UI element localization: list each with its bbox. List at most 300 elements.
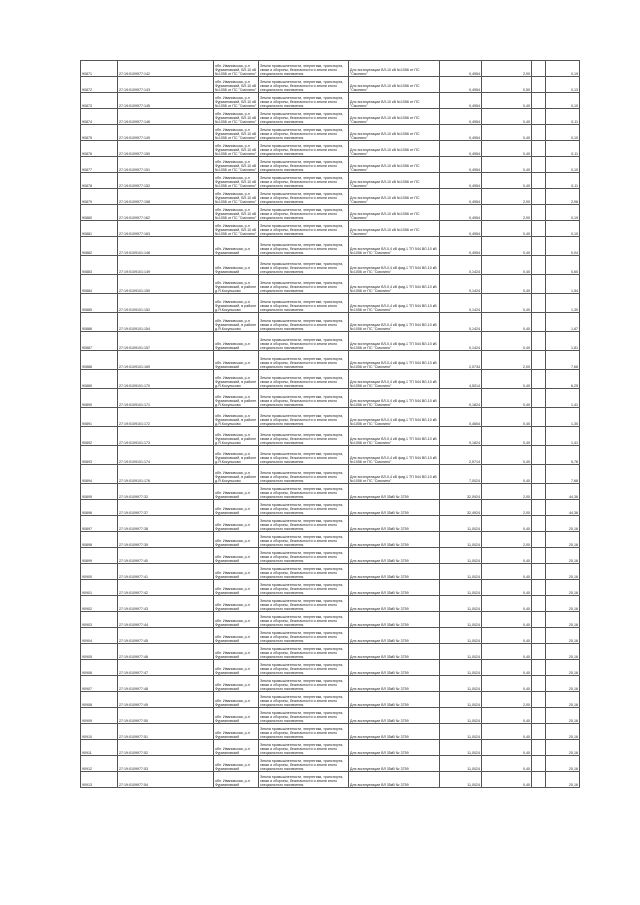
cadastral-number-cell: 27:19:0109977:150 — [118, 141, 214, 157]
land-category-cell: Земли промышленности, энергетики, транспорта, связи и обороны, безопасности и земли иного специального назначения — [259, 173, 349, 189]
table-row — [81, 772, 580, 788]
cadastral-number-cell: 27:19:0109977:47 — [118, 660, 214, 676]
tax-rate-cell: 0,40 — [482, 564, 532, 580]
address-cell: обл. Ивановская, р-н Фурмановский — [214, 500, 259, 516]
share-cell — [532, 427, 546, 446]
area-cell: 0,1424 — [440, 275, 482, 294]
area-cell: 0,4954 — [440, 109, 482, 125]
share-cell — [532, 125, 546, 141]
tax-amount-cell: 20,16 — [546, 660, 580, 676]
cadastral-number-cell: 27:19:0109977:48 — [118, 676, 214, 692]
cadastral-number-cell: 27:19:0109977:143 — [118, 77, 214, 93]
permitted-use-cell: Для эксплуатации ВЛ-0,4 кВ фид.1 ТП 544 ВЛ-10 кВ №1056 от ПС "Смолино" — [349, 351, 440, 370]
share-cell — [532, 313, 546, 332]
land-category-cell: Земли промышленности, энергетики, транспорта, связи и обороны, безопасности и земли иного специального назначения — [259, 676, 349, 692]
land-category-cell: Земли промышленности, энергетики, транспорта, связи и обороны, безопасности и земли иного специального назначения — [259, 660, 349, 676]
land-category-cell: Земли промышленности, энергетики, транспорта, связи и обороны, безопасности и земли иного специального назначения — [259, 237, 349, 256]
area-cell: 0,1424 — [440, 313, 482, 332]
permitted-use-cell: Для эксплуатации ВЛ 35кВ № 3759 — [349, 532, 440, 548]
land-category-cell: Земли промышленности, энергетики, транспорта, связи и обороны, безопасности и земли иного специального назначения — [259, 61, 349, 77]
tax-rate-cell: 0,40 — [482, 427, 532, 446]
permitted-use-cell: Для эксплуатации ВЛ-0,4 кВ фид.1 ТП 544 ВЛ-10 кВ №1056 от ПС "Смолино" — [349, 313, 440, 332]
share-cell — [532, 370, 546, 389]
share-cell — [532, 237, 546, 256]
area-cell: 11,0024 — [440, 740, 482, 756]
address-cell: обл. Ивановская, р-н Фурмановский — [214, 740, 259, 756]
share-cell — [532, 628, 546, 644]
land-category-cell: Земли промышленности, энергетики, транспорта, связи и обороны, безопасности и земли иного специального назначения — [259, 772, 349, 788]
tax-rate-cell: 0,40 — [482, 294, 532, 313]
row-number-cell: 90875 — [81, 125, 118, 141]
address-cell: обл. Ивановская, р-н Фурмановский — [214, 596, 259, 612]
tax-rate-cell: 0,40 — [482, 93, 532, 109]
row-number-cell: 90887 — [81, 332, 118, 351]
land-category-cell: Земли промышленности, энергетики, транспорта, связи и обороны, безопасности и земли иного специального назначения — [259, 389, 349, 408]
area-cell: 11,0024 — [440, 708, 482, 724]
share-cell — [532, 157, 546, 173]
permitted-use-cell: Для эксплуатации ВЛ 35кВ № 3759 — [349, 740, 440, 756]
row-number-cell: 90881 — [81, 221, 118, 237]
share-cell — [532, 61, 546, 77]
permitted-use-cell: Для эксплуатации ВЛ-0,4 кВ фид.1 ТП 544 ВЛ-10 кВ №1056 от ПС "Смолино" — [349, 237, 440, 256]
row-number-cell: 90897 — [81, 516, 118, 532]
table-row — [81, 465, 580, 484]
tax-amount-cell: 1,54 — [546, 275, 580, 294]
tax-rate-cell: 0,40 — [482, 772, 532, 788]
permitted-use-cell: Для эксплуатации ВЛ-10 кВ №1056 от ПС "Смолино" — [349, 173, 440, 189]
cadastral-number-cell: 27:19:0109977:40 — [118, 548, 214, 564]
tax-rate-cell: 0,40 — [482, 644, 532, 660]
table-row — [81, 389, 580, 408]
address-cell: обл. Ивановская, р-н Фурмановский, ВЛ-10 кВ №1056 от ПС "Смолино" — [214, 173, 259, 189]
tax-amount-cell: 7,68 — [546, 465, 580, 484]
permitted-use-cell: Для эксплуатации ВЛ-10 кВ №1056 от ПС "Смолино" — [349, 221, 440, 237]
area-cell: 11,0024 — [440, 676, 482, 692]
tax-amount-cell: 0,11 — [546, 173, 580, 189]
land-category-cell: Земли промышленности, энергетики, транспорта, связи и обороны, безопасности и земли иного специального назначения — [259, 724, 349, 740]
area-cell: 0,4954 — [440, 157, 482, 173]
tax-amount-cell: 0,11 — [546, 109, 580, 125]
cadastral-number-cell: 27:19:0109101:176 — [118, 465, 214, 484]
tax-amount-cell: 0,04 — [546, 237, 580, 256]
share-cell — [532, 351, 546, 370]
row-number-cell: 90890 — [81, 389, 118, 408]
land-category-cell: Земли промышленности, энергетики, транспорта, связи и обороны, безопасности и земли иного специального назначения — [259, 516, 349, 532]
tax-rate-cell: 0,40 — [482, 408, 532, 427]
land-category-cell: Земли промышленности, энергетики, транспорта, связи и обороны, безопасности и земли иного специального назначения — [259, 141, 349, 157]
row-number-cell: 90903 — [81, 612, 118, 628]
permitted-use-cell: Для эксплуатации ВЛ 35кВ № 3759 — [349, 516, 440, 532]
tax-amount-cell: 20,16 — [546, 612, 580, 628]
address-cell: обл. Ивановская, р-н Фурмановский — [214, 612, 259, 628]
table-row — [81, 724, 580, 740]
share-cell — [532, 580, 546, 596]
tax-amount-cell: 1,30 — [546, 408, 580, 427]
tax-rate-cell: 0,40 — [482, 332, 532, 351]
tax-rate-cell: 0,40 — [482, 465, 532, 484]
table-row — [81, 125, 580, 141]
area-cell: 11,0024 — [440, 564, 482, 580]
row-number-cell: 90910 — [81, 724, 118, 740]
area-cell: 0,4954 — [440, 77, 482, 93]
address-cell: обл. Ивановская, р-н Фурмановский, ВЛ-10 кВ №1056 от ПС "Смолино" — [214, 141, 259, 157]
cadastral-number-cell: 27:19:0109977:50 — [118, 708, 214, 724]
land-category-cell: Земли промышленности, энергетики, транспорта, связи и обороны, безопасности и земли иного специального назначения — [259, 708, 349, 724]
table-row — [81, 484, 580, 500]
address-cell: обл. Ивановская, р-н Фурмановский — [214, 351, 259, 370]
tax-rate-cell: 0,40 — [482, 173, 532, 189]
tax-rate-cell: 0,40 — [482, 256, 532, 275]
share-cell — [532, 548, 546, 564]
cadastral-number-cell: 27:19:0109977:163 — [118, 221, 214, 237]
tax-amount-cell: 20,16 — [546, 564, 580, 580]
land-category-cell: Земли промышленности, энергетики, транспорта, связи и обороны, безопасности и земли иного специального назначения — [259, 275, 349, 294]
land-category-cell: Земли промышленности, энергетики, транспорта, связи и обороны, безопасности и земли иного специального назначения — [259, 93, 349, 109]
address-cell: обл. Ивановская, р-н Фурмановский — [214, 332, 259, 351]
cadastral-number-cell: 27:19:0109977:158 — [118, 189, 214, 205]
table-row — [81, 612, 580, 628]
permitted-use-cell: Для эксплуатации ВЛ-10 кВ №1056 от ПС "Смолино" — [349, 77, 440, 93]
address-cell: обл. Ивановская, р-н Фурмановский — [214, 256, 259, 275]
land-category-cell: Земли промышленности, энергетики, транспорта, связи и обороны, безопасности и земли иного специального назначения — [259, 740, 349, 756]
permitted-use-cell: Для эксплуатации ВЛ-10 кВ №1056 от ПС "Смолино" — [349, 61, 440, 77]
permitted-use-cell: Для эксплуатации ВЛ 35кВ № 3759 — [349, 596, 440, 612]
table-row — [81, 676, 580, 692]
row-number-cell: 90905 — [81, 644, 118, 660]
permitted-use-cell: Для эксплуатации ВЛ-0,4 кВ фид.1 ТП 544 ВЛ-10 кВ №1056 от ПС "Смолино" — [349, 389, 440, 408]
row-number-cell: 90888 — [81, 351, 118, 370]
share-cell — [532, 516, 546, 532]
tax-amount-cell: 20,16 — [546, 740, 580, 756]
tax-amount-cell: 20,16 — [546, 724, 580, 740]
permitted-use-cell: Для эксплуатации ВЛ 35кВ № 3759 — [349, 564, 440, 580]
land-category-cell: Земли промышленности, энергетики, транспорта, связи и обороны, безопасности и земли иного специального назначения — [259, 580, 349, 596]
land-category-cell: Земли промышленности, энергетики, транспорта, связи и обороны, безопасности и земли иного специального назначения — [259, 77, 349, 93]
tax-rate-cell: 0,40 — [482, 275, 532, 294]
row-number-cell: 90908 — [81, 692, 118, 708]
table-row — [81, 564, 580, 580]
table-row — [81, 446, 580, 465]
permitted-use-cell: Для эксплуатации ВЛ-0,4 кВ фид.1 ТП 544 ВЛ-10 кВ №1056 от ПС "Смолино" — [349, 446, 440, 465]
area-cell: 11,0024 — [440, 724, 482, 740]
tax-amount-cell: 20,16 — [546, 756, 580, 772]
tax-amount-cell: 0,10 — [546, 93, 580, 109]
tax-amount-cell: 7,68 — [546, 351, 580, 370]
share-cell — [532, 77, 546, 93]
area-cell: 11,0024 — [440, 548, 482, 564]
tax-amount-cell: 20,16 — [546, 772, 580, 788]
tax-amount-cell: 20,16 — [546, 532, 580, 548]
tax-amount-cell: 20,16 — [546, 676, 580, 692]
row-number-cell: 90891 — [81, 408, 118, 427]
tax-rate-cell: 0,40 — [482, 157, 532, 173]
address-cell: обл. Ивановская, р-н Фурмановский — [214, 237, 259, 256]
share-cell — [532, 772, 546, 788]
share-cell — [532, 221, 546, 237]
land-tax-sheet — [80, 60, 579, 840]
permitted-use-cell: Для эксплуатации ВЛ 35кВ № 3759 — [349, 500, 440, 516]
permitted-use-cell: Для эксплуатации ВЛ 35кВ № 3759 — [349, 724, 440, 740]
row-number-cell: 90893 — [81, 446, 118, 465]
area-cell: 0,1824 — [440, 427, 482, 446]
address-cell: обл. Ивановская, р-н Фурмановский, в районе д.Я.Косульково — [214, 389, 259, 408]
cadastral-number-cell: 27:19:0109977:162 — [118, 205, 214, 221]
address-cell: обл. Ивановская, р-н Фурмановский, в районе д.Я.Косульково — [214, 465, 259, 484]
permitted-use-cell: Для эксплуатации ВЛ-0,4 кВ фид.1 ТП 544 ВЛ-10 кВ №1056 от ПС "Смолино" — [349, 275, 440, 294]
land-category-cell: Земли промышленности, энергетики, транспорта, связи и обороны, безопасности и земли иного специального назначения — [259, 351, 349, 370]
address-cell: обл. Ивановская, р-н Фурмановский, ВЛ-10 кВ №1056 от ПС "Смолино" — [214, 93, 259, 109]
tax-rate-cell: 0,50 — [482, 77, 532, 93]
permitted-use-cell: Для эксплуатации ВЛ-10 кВ №1056 от ПС "Смолино" — [349, 93, 440, 109]
table-row — [81, 332, 580, 351]
tax-amount-cell: 0,10 — [546, 157, 580, 173]
address-cell: обл. Ивановская, р-н Фурмановский — [214, 724, 259, 740]
permitted-use-cell: Для эксплуатации ВЛ-10 кВ №1056 от ПС "Смолино" — [349, 125, 440, 141]
land-category-cell: Земли промышленности, энергетики, транспорта, связи и обороны, безопасности и земли иного специального назначения — [259, 109, 349, 125]
row-number-cell: 90902 — [81, 596, 118, 612]
table-row — [81, 294, 580, 313]
area-cell: 32,4924 — [440, 500, 482, 516]
tax-rate-cell: 2,00 — [482, 351, 532, 370]
area-cell: 32,0924 — [440, 484, 482, 500]
tax-amount-cell: 1,41 — [546, 427, 580, 446]
land-category-cell: Земли промышленности, энергетики, транспорта, связи и обороны, безопасности и земли иного специального назначения — [259, 612, 349, 628]
cadastral-number-cell: 27:19:0109101:171 — [118, 389, 214, 408]
land-category-cell: Земли промышленности, энергетики, транспорта, связи и обороны, безопасности и земли иного специального назначения — [259, 256, 349, 275]
table-row — [81, 740, 580, 756]
row-number-cell: 90904 — [81, 628, 118, 644]
permitted-use-cell: Для эксплуатации ВЛ 35кВ № 3759 — [349, 692, 440, 708]
area-cell: 11,0024 — [440, 516, 482, 532]
table-row — [81, 77, 580, 93]
area-cell: 0,4954 — [440, 93, 482, 109]
cadastral-number-cell: 27:19:0109101:174 — [118, 446, 214, 465]
table-row — [81, 189, 580, 205]
area-cell: 0,4954 — [440, 61, 482, 77]
share-cell — [532, 332, 546, 351]
address-cell: обл. Ивановская, р-н Фурмановский, ВЛ-10 кВ №1056 от ПС "Смолино" — [214, 125, 259, 141]
share-cell — [532, 294, 546, 313]
row-number-cell: 90896 — [81, 500, 118, 516]
cadastral-number-cell: 27:19:0109101:148 — [118, 237, 214, 256]
table-row — [81, 548, 580, 564]
cadastral-number-cell: 27:19:0109977:53 — [118, 756, 214, 772]
address-cell: обл. Ивановская, р-н Фурмановский, в районе д.Я.Косульково — [214, 427, 259, 446]
cadastral-number-cell: 27:19:0109101:149 — [118, 256, 214, 275]
tax-rate-cell: 0,40 — [482, 708, 532, 724]
cadastral-number-cell: 27:19:0109977:52 — [118, 740, 214, 756]
land-category-cell: Земли промышленности, энергетики, транспорта, связи и обороны, безопасности и земли иного специального назначения — [259, 446, 349, 465]
cadastral-number-cell: 27:19:0109977:151 — [118, 157, 214, 173]
share-cell — [532, 500, 546, 516]
tax-rate-cell: 0,40 — [482, 389, 532, 408]
cadastral-number-cell: 27:19:0109977:39 — [118, 532, 214, 548]
row-number-cell: 90892 — [81, 427, 118, 446]
cadastral-number-cell: 27:19:0109101:172 — [118, 408, 214, 427]
tax-rate-cell: 0,40 — [482, 548, 532, 564]
table-row — [81, 628, 580, 644]
row-number-cell: 90876 — [81, 141, 118, 157]
address-cell: обл. Ивановская, р-н Фурмановский — [214, 772, 259, 788]
area-cell: 2,9714 — [440, 446, 482, 465]
permitted-use-cell: Для эксплуатации ВЛ 35кВ № 3759 — [349, 644, 440, 660]
tax-amount-cell: 20,16 — [546, 596, 580, 612]
tax-amount-cell: 1,41 — [546, 389, 580, 408]
share-cell — [532, 256, 546, 275]
tax-rate-cell: 0,40 — [482, 628, 532, 644]
share-cell — [532, 141, 546, 157]
tax-amount-cell: 0,19 — [546, 205, 580, 221]
row-number-cell: 90871 — [81, 61, 118, 77]
table-row — [81, 61, 580, 77]
land-category-cell: Земли промышленности, энергетики, транспорта, связи и обороны, безопасности и земли иного специального назначения — [259, 313, 349, 332]
area-cell: 0,4954 — [440, 125, 482, 141]
address-cell: обл. Ивановская, р-н Фурмановский — [214, 708, 259, 724]
share-cell — [532, 93, 546, 109]
row-number-cell: 90877 — [81, 157, 118, 173]
land-category-cell: Земли промышленности, энергетики, транспорта, связи и обороны, безопасности и земли иного специального назначения — [259, 484, 349, 500]
share-cell — [532, 189, 546, 205]
share-cell — [532, 389, 546, 408]
area-cell: 11,0024 — [440, 772, 482, 788]
tax-rate-cell: 2,00 — [482, 61, 532, 77]
land-category-cell: Земли промышленности, энергетики, транспорта, связи и обороны, безопасности и земли иного специального назначения — [259, 465, 349, 484]
area-cell: 4,5014 — [440, 370, 482, 389]
table-row — [81, 692, 580, 708]
land-category-cell: Земли промышленности, энергетики, транспорта, связи и обороны, безопасности и земли иного специального назначения — [259, 644, 349, 660]
tax-rate-cell: 0,40 — [482, 370, 532, 389]
row-number-cell: 90899 — [81, 548, 118, 564]
address-cell: обл. Ивановская, р-н Фурмановский, ВЛ-10 кВ №1056 от ПС "Смолино" — [214, 189, 259, 205]
table-row — [81, 756, 580, 772]
area-cell: 0,4954 — [440, 173, 482, 189]
table-row — [81, 109, 580, 125]
row-number-cell: 90898 — [81, 532, 118, 548]
row-number-cell: 90873 — [81, 93, 118, 109]
permitted-use-cell: Для эксплуатации ВЛ 35кВ № 3759 — [349, 772, 440, 788]
cadastral-number-cell: 27:19:0109977:142 — [118, 61, 214, 77]
table-row — [81, 370, 580, 389]
row-number-cell: 90884 — [81, 275, 118, 294]
tax-rate-cell: 0,40 — [482, 125, 532, 141]
row-number-cell: 90882 — [81, 237, 118, 256]
row-number-cell: 90912 — [81, 756, 118, 772]
tax-rate-cell: 2,00 — [482, 532, 532, 548]
permitted-use-cell: Для эксплуатации ВЛ-0,4 кВ фид.1 ТП 544 ВЛ-10 кВ №1056 от ПС "Смолино" — [349, 465, 440, 484]
share-cell — [532, 612, 546, 628]
tax-amount-cell: 5,76 — [546, 446, 580, 465]
area-cell: 0,1424 — [440, 332, 482, 351]
area-cell: 11,0024 — [440, 532, 482, 548]
tax-rate-cell: 2,00 — [482, 205, 532, 221]
table-row — [81, 408, 580, 427]
share-cell — [532, 644, 546, 660]
tax-rate-cell: 0,40 — [482, 740, 532, 756]
cadastral-number-cell: 27:19:0109977:37 — [118, 500, 214, 516]
row-number-cell: 90900 — [81, 564, 118, 580]
address-cell: обл. Ивановская, р-н Фурмановский, в районе д.Я.Косульково — [214, 275, 259, 294]
cadastral-number-cell: 27:19:0109977:54 — [118, 772, 214, 788]
table-row — [81, 237, 580, 256]
table-row — [81, 173, 580, 189]
land-category-cell: Земли промышленности, энергетики, транспорта, связи и обороны, безопасности и земли иного специального назначения — [259, 692, 349, 708]
address-cell: обл. Ивановская, р-н Фурмановский — [214, 484, 259, 500]
land-plots-table — [80, 60, 580, 788]
area-cell: 11,0024 — [440, 580, 482, 596]
cadastral-number-cell: 27:19:0109977:43 — [118, 596, 214, 612]
cadastral-number-cell: 27:19:0109977:45 — [118, 628, 214, 644]
share-cell — [532, 660, 546, 676]
cadastral-number-cell: 27:19:0109101:157 — [118, 332, 214, 351]
cadastral-number-cell: 27:19:0109977:152 — [118, 173, 214, 189]
address-cell: обл. Ивановская, р-н Фурмановский, ВЛ-10 кВ №1056 от ПС "Смолино" — [214, 77, 259, 93]
area-cell: 0,4954 — [440, 237, 482, 256]
table-row — [81, 141, 580, 157]
tax-rate-cell: 0,40 — [482, 756, 532, 772]
permitted-use-cell: Для эксплуатации ВЛ-0,4 кВ фид.1 ТП 544 ВЛ-10 кВ №1056 от ПС "Смолино" — [349, 332, 440, 351]
cadastral-number-cell: 27:19:0109977:146 — [118, 109, 214, 125]
address-cell: обл. Ивановская, р-н Фурмановский — [214, 564, 259, 580]
row-number-cell: 90874 — [81, 109, 118, 125]
tax-amount-cell: 1,67 — [546, 313, 580, 332]
permitted-use-cell: Для эксплуатации ВЛ 35кВ № 3759 — [349, 548, 440, 564]
land-category-cell: Земли промышленности, энергетики, транспорта, связи и обороны, безопасности и земли иного специального назначения — [259, 596, 349, 612]
row-number-cell: 90895 — [81, 484, 118, 500]
share-cell — [532, 564, 546, 580]
area-cell: 11,0024 — [440, 756, 482, 772]
area-cell: 0,4654 — [440, 408, 482, 427]
cadastral-number-cell: 27:19:0109977:38 — [118, 516, 214, 532]
tax-amount-cell: 0,19 — [546, 61, 580, 77]
cadastral-number-cell: 27:19:0109977:44 — [118, 612, 214, 628]
table-row — [81, 205, 580, 221]
cadastral-number-cell: 27:19:0109101:170 — [118, 370, 214, 389]
tax-rate-cell: 0,40 — [482, 724, 532, 740]
cadastral-number-cell: 27:19:0109101:173 — [118, 427, 214, 446]
share-cell — [532, 275, 546, 294]
row-number-cell: 90909 — [81, 708, 118, 724]
address-cell: обл. Ивановская, р-н Фурмановский, в районе д.Я.Косульково — [214, 408, 259, 427]
tax-rate-cell: 0,40 — [482, 676, 532, 692]
tax-rate-cell: 2,00 — [482, 692, 532, 708]
row-number-cell: 90880 — [81, 205, 118, 221]
address-cell: обл. Ивановская, р-н Фурмановский, ВЛ-10 кВ №1056 от ПС "Смолино" — [214, 109, 259, 125]
tax-amount-cell: 0,10 — [546, 125, 580, 141]
cadastral-number-cell: 27:19:0109977:46 — [118, 644, 214, 660]
land-category-cell: Земли промышленности, энергетики, транспорта, связи и обороны, безопасности и земли иного специального назначения — [259, 332, 349, 351]
address-cell: обл. Ивановская, р-н Фурмановский, в районе д.Я.Косульково — [214, 370, 259, 389]
land-category-cell: Земли промышленности, энергетики, транспорта, связи и обороны, безопасности и земли иного специального назначения — [259, 628, 349, 644]
share-cell — [532, 484, 546, 500]
tax-rate-cell: 2,00 — [482, 189, 532, 205]
area-cell: 7,0024 — [440, 465, 482, 484]
land-category-cell: Земли промышленности, энергетики, транспорта, связи и обороны, безопасности и земли иного специального назначения — [259, 294, 349, 313]
cadastral-number-cell: 27:19:0109977:32 — [118, 484, 214, 500]
cadastral-number-cell: 27:19:0109977:51 — [118, 724, 214, 740]
tax-rate-cell: 0,40 — [482, 109, 532, 125]
tax-amount-cell: 20,16 — [546, 516, 580, 532]
address-cell: обл. Ивановская, р-н Фурмановский, ВЛ-10 кВ №1056 от ПС "Смолино" — [214, 157, 259, 173]
table-row — [81, 596, 580, 612]
area-cell: 11,0024 — [440, 644, 482, 660]
table-row — [81, 256, 580, 275]
address-cell: обл. Ивановская, р-н Фурмановский — [214, 644, 259, 660]
share-cell — [532, 724, 546, 740]
address-cell: обл. Ивановская, р-н Фурмановский — [214, 756, 259, 772]
table-row — [81, 500, 580, 516]
row-number-cell: 90911 — [81, 740, 118, 756]
table-row — [81, 532, 580, 548]
